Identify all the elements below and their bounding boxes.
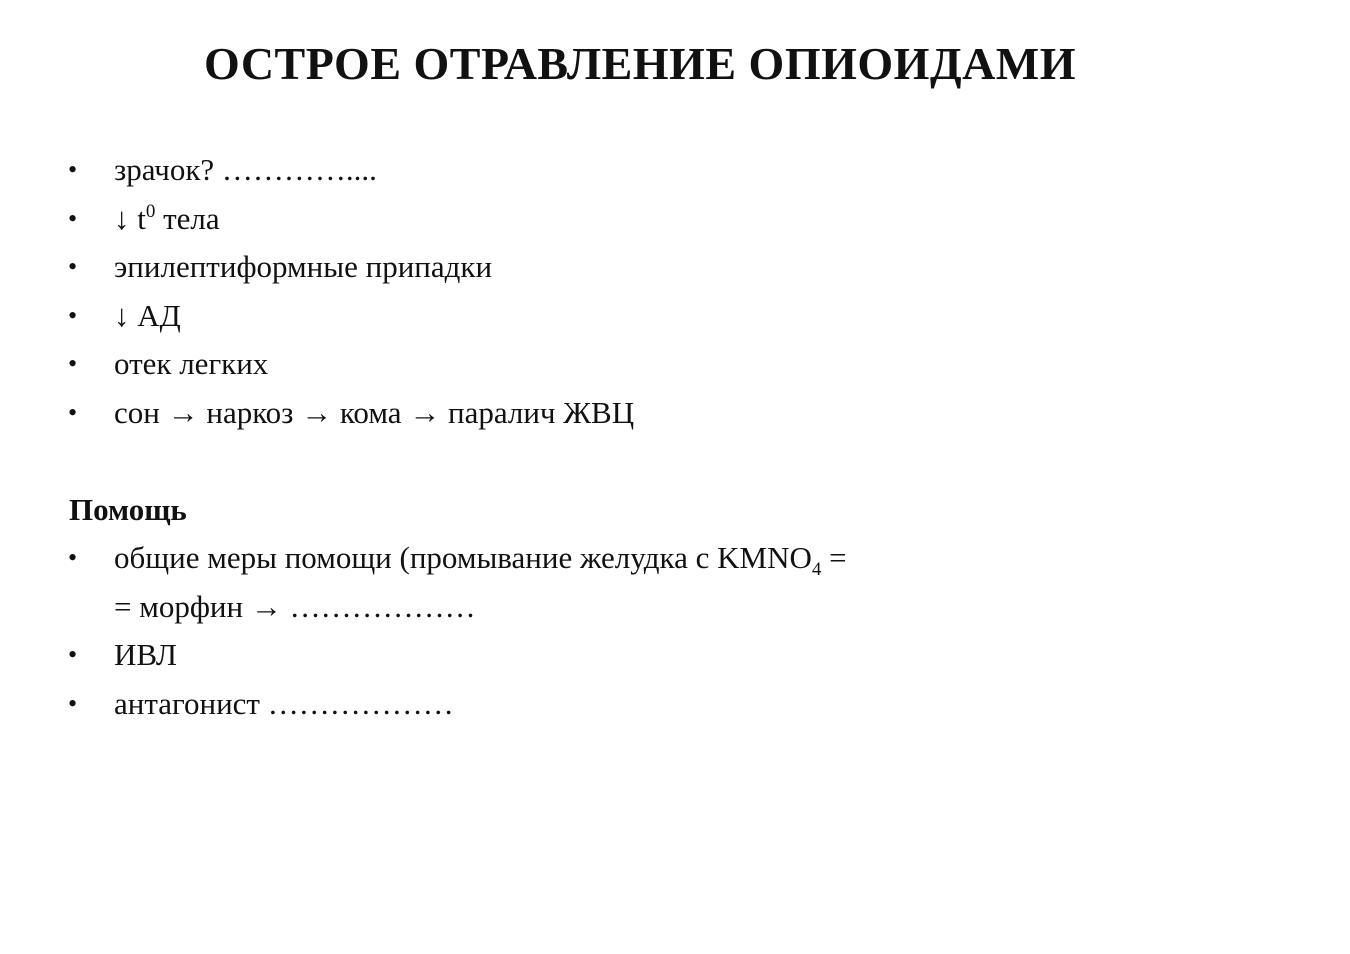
- help-general-measures: [114, 534, 847, 583]
- general-measures-equals: =: [821, 540, 847, 575]
- help-ventilation: ИВЛ: [114, 637, 177, 672]
- bullet: •: [68, 640, 78, 669]
- bullet: •: [68, 203, 78, 233]
- symptom-pupil: зрачок? …………....: [114, 152, 377, 187]
- temperature-symbol: t: [129, 200, 146, 236]
- symptom-temperature: [114, 195, 220, 244]
- symptom-blood-pressure: [114, 292, 181, 341]
- general-measures-text: общие меры помощи (промывание желудка с KMNO: [114, 540, 812, 575]
- temperature-superscript: 0: [145, 200, 156, 222]
- bullet: •: [68, 349, 78, 378]
- temperature-label: тела: [155, 200, 220, 236]
- bullet: •: [68, 252, 78, 281]
- bullet: •: [68, 155, 78, 184]
- bullet: •: [68, 543, 78, 572]
- bullet: •: [68, 688, 78, 718]
- bullet: •: [68, 397, 78, 427]
- formula-subscript: 4: [811, 559, 822, 580]
- symptom-pulmonary-edema: отек легких: [114, 346, 269, 381]
- help-antagonist: антагонист ………………: [114, 685, 454, 721]
- page-title: ОСТРОЕ ОТРАВЛЕНИЕ ОПИОИДАМИ: [203, 38, 1077, 89]
- symptom-progression: сон → наркоз → кома → паралич ЖВЦ: [114, 394, 635, 430]
- symptom-seizures: эпилептиформные припадки: [114, 249, 493, 284]
- blood-pressure-label: АД: [129, 297, 181, 333]
- help-morphine-line: = морфин → ………………: [114, 588, 476, 624]
- down-arrow-icon: ↓: [114, 297, 130, 333]
- help-heading: Помощь: [69, 492, 187, 527]
- down-arrow-icon: ↓: [114, 200, 130, 236]
- bullet: •: [68, 300, 78, 330]
